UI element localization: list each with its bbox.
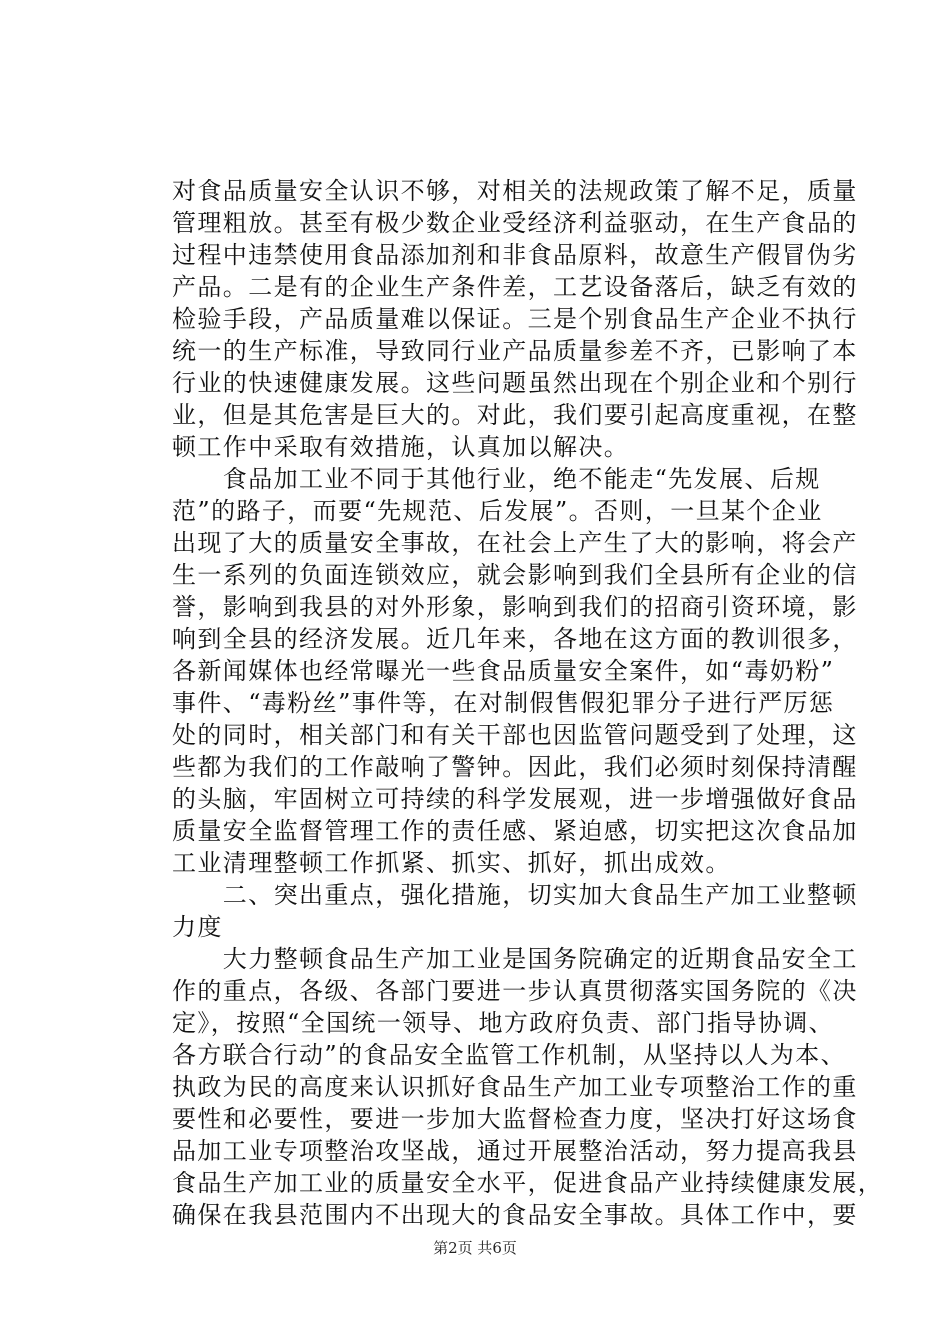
text-line: 对食品质量安全认识不够，对相关的法规政策了解不足，质量 [172,177,858,205]
text-line: 事件、“毒粉丝”事件等，在对制假售假犯罪分子进行严厉惩 [172,689,835,717]
text-line: 食品加工业不同于其他行业，绝不能走“先发展、后规 [172,465,821,493]
text-line: 出现了大的质量安全事故，在社会上产生了大的影响，将会产 [172,529,858,557]
text-line: 要性和必要性，要进一步加大监督检查力度，坚决打好这场食 [172,1105,858,1133]
text-line: 管理粗放。甚至有极少数企业受经济利益驱动，在生产食品的 [172,209,858,237]
text-line: 统一的生产标准，导致同行业产品质量参差不齐，已影响了本 [172,337,858,365]
text-line: 业，但是其危害是巨大的。对此，我们要引起高度重视，在整 [172,401,858,429]
text-line: 检验手段，产品质量难以保证。三是个别食品生产企业不执行 [172,305,858,333]
text-line: 执政为民的高度来认识抓好食品生产加工业专项整治工作的重 [172,1073,858,1101]
text-line: 品加工业专项整治攻坚战，通过开展整治活动，努力提高我县 [172,1137,858,1165]
text-line: 各新闻媒体也经常曝光一些食品质量安全案件，如“毒奶粉” [172,657,835,685]
text-line: 范”的路子，而要“先规范、后发展”。否则，一旦某个企业 [172,497,823,525]
text-line: 生一系列的负面连锁效应，就会影响到我们全县所有企业的信 [172,561,858,589]
text-line: 响到全县的经济发展。近几年来，各地在这方面的教训很多， [172,625,858,653]
text-line: 力度 [172,913,223,941]
text-line: 处的同时，相关部门和有关干部也因监管问题受到了处理，这 [172,721,858,749]
text-line: 工业清理整顿工作抓紧、抓实、抓好，抓出成效。 [172,849,731,877]
text-line: 些都为我们的工作敲响了警钟。因此，我们必须时刻保持清醒 [172,753,858,781]
text-line: 顿工作中采取有效措施，认真加以解决。 [172,433,630,461]
page-footer: 第2页 共6页 [433,1239,517,1257]
text-line: 作的重点，各级、各部门要进一步认真贯彻落实国务院的《决 [172,977,858,1005]
text-line: 誉，影响到我县的对外形象，影响到我们的招商引资环境，影 [172,593,858,621]
text-line: 大力整顿食品生产加工业是国务院确定的近期食品安全工 [172,945,858,973]
text-line: 产品。二是有的企业生产条件差，工艺设备落后，缺乏有效的 [172,273,858,301]
text-line: 确保在我县范围内不出现大的食品安全事故。具体工作中，要 [172,1201,858,1229]
text-line: 过程中违禁使用食品添加剂和非食品原料，故意生产假冒伪劣 [172,241,858,269]
text-line: 质量安全监督管理工作的责任感、紧迫感，切实把这次食品加 [172,817,858,845]
text-line: 的头脑，牢固树立可持续的科学发展观，进一步增强做好食品 [172,785,858,813]
text-line: 各方联合行动”的食品安全监管工作机制，从坚持以人为本、 [172,1041,847,1069]
text-line: 二、突出重点，强化措施，切实加大食品生产加工业整顿 [172,881,858,909]
text-line: 行业的快速健康发展。这些问题虽然出现在个别企业和个别行 [172,369,858,397]
text-line: 定》，按照“全国统一领导、地方政府负责、部门指导协调、 [172,1009,835,1037]
body-text [172,175,884,1231]
text-line: 食品生产加工业的质量安全水平，促进食品产业持续健康发展， [172,1169,884,1197]
